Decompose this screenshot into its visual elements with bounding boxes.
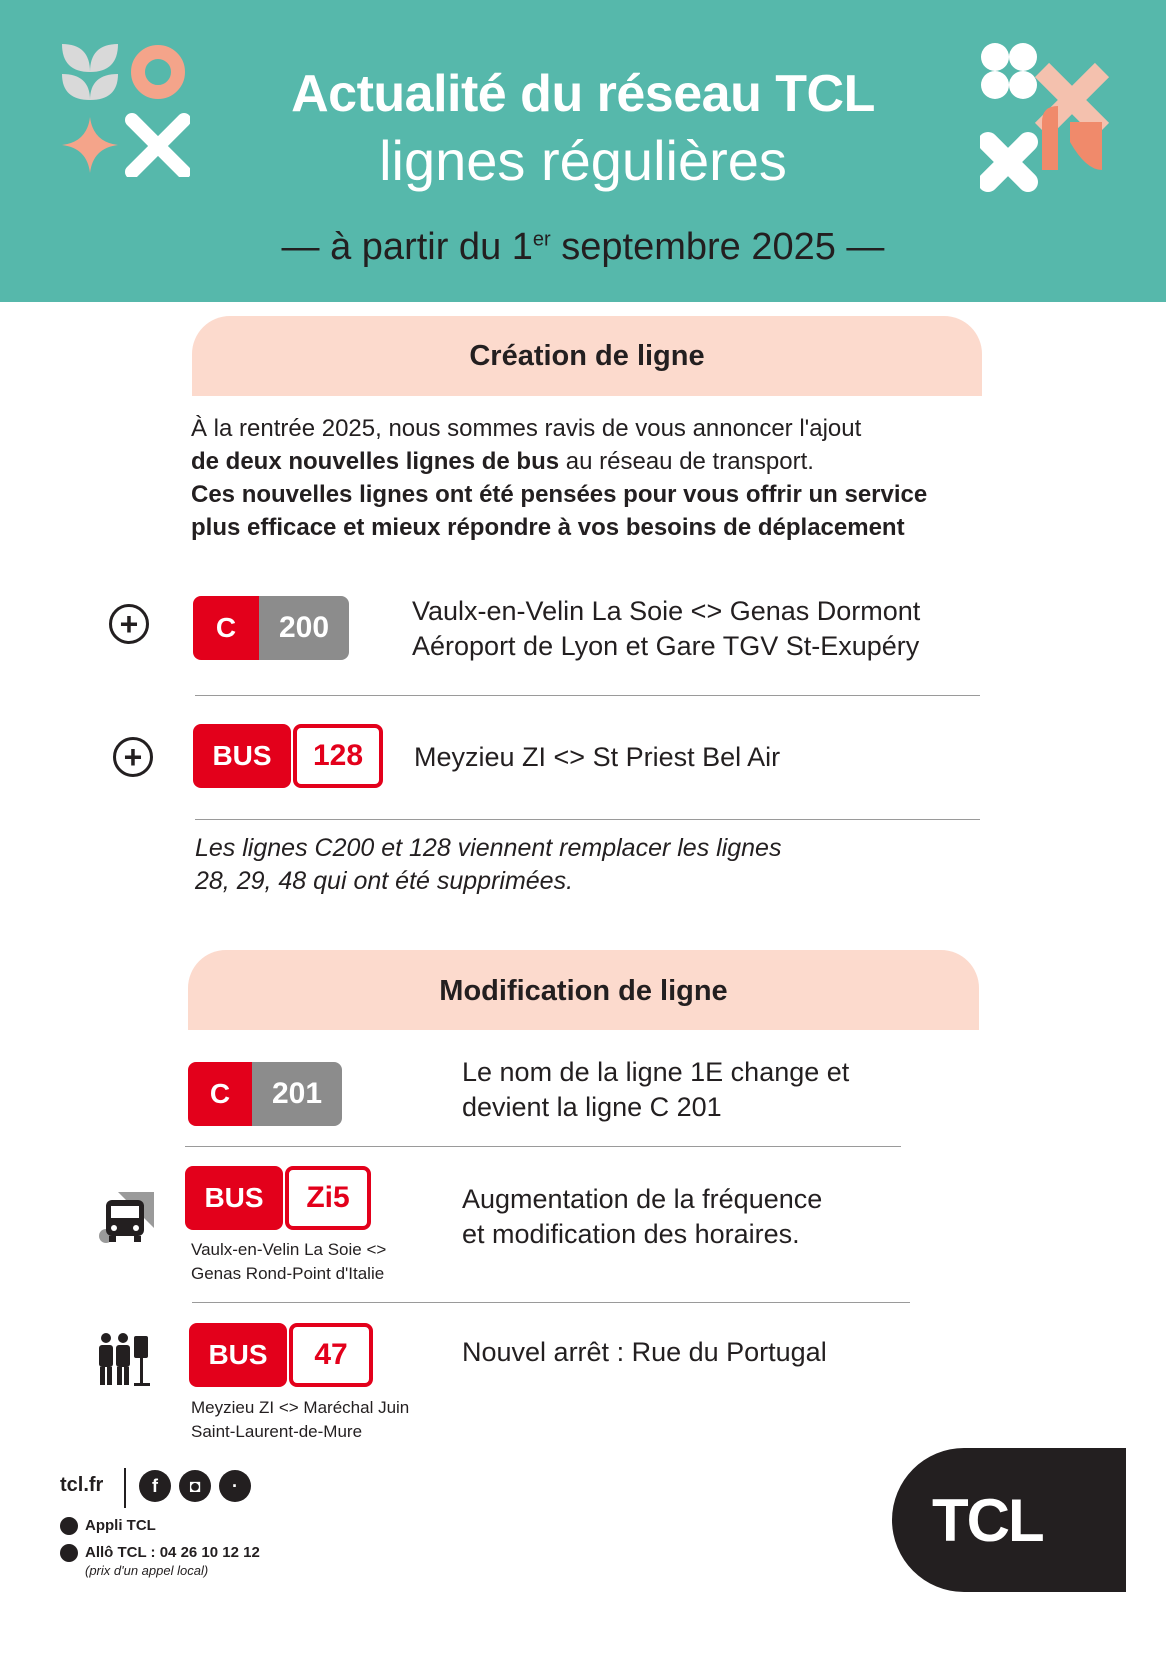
divider [185,1146,901,1147]
tcl-logo: TCL [892,1448,1126,1592]
app-link[interactable]: Appli TCL [85,1517,156,1534]
bus-stop-icon [96,1332,152,1388]
line-description-47: Nouvel arrêt : Rue du Portugal [462,1337,827,1367]
creation-intro: À la rentrée 2025, nous sommes ravis de vous annoncer l'ajout de deux nouvelles lignes de bus au réseau de transport. Ces nouvelles lignes ont été pensées pour vous offrir un service plus efficace et mieux répondre à vos besoins de déplacement [191,415,928,541]
facebook-icon[interactable]: f [139,1470,171,1502]
replacement-note: Les lignes C200 et 128 viennent remplacer les lignes 28, 29, 48 qui ont été supprimées. [195,834,782,895]
plus-circle-icon: + [113,737,153,777]
line-route-47: Meyzieu ZI <> Maréchal Juin Saint-Laurent-de-Mure [191,1398,410,1441]
divider [195,819,980,820]
divider [124,1468,126,1508]
other-social-icon[interactable]: · [219,1470,251,1502]
section-header-creation: Création de ligne [192,316,982,396]
line-badge-47: BUS 47 [189,1323,373,1387]
plus-circle-icon: + [109,604,149,644]
divider [192,1302,910,1303]
bus-frequency-icon [98,1188,156,1246]
line-badge-c201: C 201 [188,1062,342,1126]
app-icon [60,1517,78,1535]
divider [195,695,980,696]
section-header-modification: Modification de ligne [188,950,979,1030]
phone-number[interactable]: Allô TCL : 04 26 10 12 12 [85,1544,260,1561]
instagram-icon[interactable]: ◘ [179,1470,211,1502]
line-badge-c200: C 200 [193,596,349,660]
line-description-c201: Le nom de la ligne 1E change et devient la ligne C 201 [462,1057,850,1122]
line-badge-128: BUS 128 [193,724,383,788]
phone-price-note: (prix d'un appel local) [85,1563,209,1578]
effective-date: — à partir du 1er septembre 2025 — [281,226,885,268]
line-description-zi5: Augmentation de la fréquence et modification des horaires. [462,1184,823,1249]
website-link[interactable]: tcl.fr [60,1474,104,1496]
line-route-zi5: Vaulx-en-Velin La Soie <> Genas Rond-Point d'Italie [191,1240,387,1283]
line-description-c200: Vaulx-en-Velin La Soie <> Genas Dormont Aéroport de Lyon et Gare TGV St-Exupéry [412,596,921,661]
page-subtitle: lignes régulières [379,129,787,192]
line-badge-zi5: BUS Zi5 [185,1166,371,1230]
phone-icon [60,1544,78,1562]
line-description-128: Meyzieu ZI <> St Priest Bel Air [414,742,781,772]
page-title: Actualité du réseau TCL [291,65,875,123]
